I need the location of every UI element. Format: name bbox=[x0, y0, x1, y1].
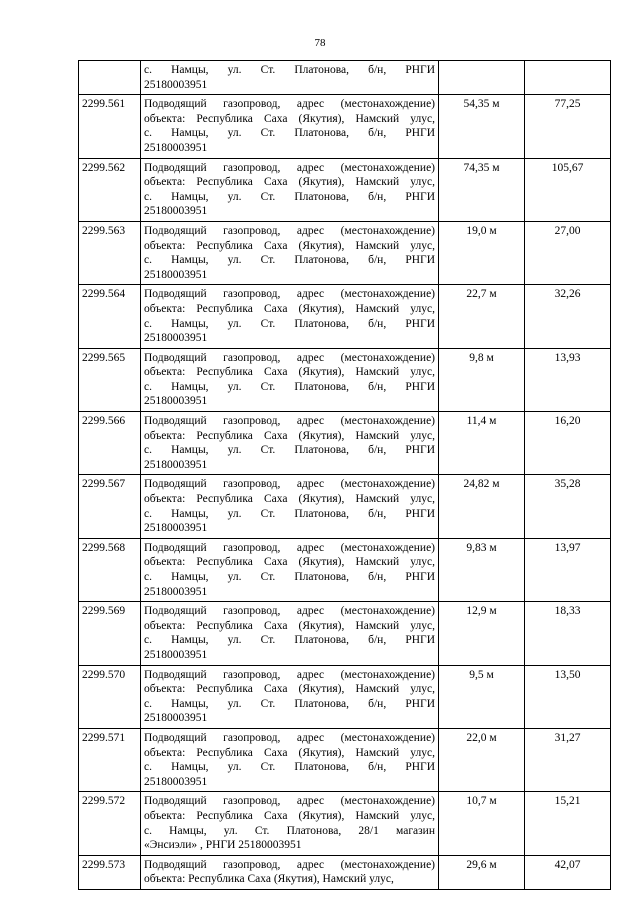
description-line: объекта: Республика Саха (Якутия), Намский улус, bbox=[144, 493, 435, 506]
value-cell: 105,67 bbox=[525, 158, 611, 221]
value-cell: 42,07 bbox=[525, 855, 611, 889]
description-line: Подводящий газопровод, адрес (местонахождение) bbox=[144, 731, 435, 744]
object-description-cell bbox=[141, 348, 439, 411]
description-line: с. Намцы, ул. Ст. Платонова, б/н, РНГИ bbox=[144, 127, 435, 140]
description-line: Подводящий газопровод, адрес (местонахождение) bbox=[144, 795, 435, 808]
object-description-cell bbox=[141, 475, 439, 538]
description-line: объекта: Республика Саха (Якутия), Намский улус, bbox=[144, 683, 435, 696]
item-number-cell bbox=[79, 61, 141, 95]
description-line: с. Намцы, ул. Ст. Платонова, б/н, РНГИ bbox=[144, 254, 435, 267]
object-description-cell bbox=[141, 412, 439, 475]
value-cell: 15,21 bbox=[525, 792, 611, 855]
description-line: объекта: Республика Саха (Якутия), Намский улус, bbox=[144, 429, 435, 442]
value-cell: 77,25 bbox=[525, 95, 611, 158]
value-cell: 27,00 bbox=[525, 221, 611, 284]
description-line: 25180003951 bbox=[144, 332, 208, 345]
description-line: объекта: Республика Саха (Якутия), Намский улус, bbox=[144, 176, 435, 189]
object-description-cell bbox=[141, 285, 439, 348]
description-line: Подводящий газопровод, адрес (местонахождение) bbox=[144, 288, 435, 301]
object-description-cell bbox=[141, 855, 439, 889]
object-description-cell bbox=[141, 538, 439, 601]
item-number-cell: 2299.573 bbox=[79, 855, 141, 889]
description-line: с. Намцы, ул. Ст. Платонова, б/н, РНГИ bbox=[144, 697, 435, 710]
description-line: с. Намцы, ул. Ст. Платонова, б/н, РНГИ bbox=[144, 64, 435, 76]
value-cell: 31,27 bbox=[525, 728, 611, 791]
length-cell: 24,82 м bbox=[439, 475, 525, 538]
description-line: объекта: Республика Саха (Якутия), Намский улус, bbox=[144, 746, 435, 759]
table-row bbox=[79, 665, 611, 728]
object-description-cell bbox=[141, 792, 439, 855]
description-line: с. Намцы, ул. Ст. Платонова, б/н, РНГИ bbox=[144, 380, 435, 393]
length-cell: 11,4 м bbox=[439, 412, 525, 475]
description-line: Подводящий газопровод, адрес (местонахождение) bbox=[144, 478, 435, 491]
description-line: 25180003951 bbox=[144, 775, 208, 788]
description-line: объекта: Республика Саха (Якутия), Намский улус, bbox=[144, 556, 435, 569]
description-line: Подводящий газопровод, адрес (местонахождение) bbox=[144, 161, 435, 174]
registry-table-body bbox=[79, 61, 611, 890]
item-number-cell: 2299.562 bbox=[79, 158, 141, 221]
item-number-cell: 2299.569 bbox=[79, 602, 141, 665]
property-registry-table bbox=[78, 60, 611, 890]
object-description-cell bbox=[141, 95, 439, 158]
object-description-cell bbox=[141, 221, 439, 284]
description-line: Подводящий газопровод, адрес (местонахождение) bbox=[144, 541, 435, 554]
table-row bbox=[79, 95, 611, 158]
length-cell bbox=[439, 61, 525, 95]
description-line: с. Намцы, ул. Ст. Платонова, б/н, РНГИ bbox=[144, 571, 435, 583]
item-number-cell: 2299.571 bbox=[79, 728, 141, 791]
table-row bbox=[79, 855, 611, 889]
table-row bbox=[79, 792, 611, 855]
value-cell: 18,33 bbox=[525, 602, 611, 665]
table-row bbox=[79, 158, 611, 221]
table-row bbox=[79, 221, 611, 284]
description-line: с. Намцы, ул. Ст. Платонова, б/н, РНГИ bbox=[144, 634, 435, 647]
description-line: 25180003951 bbox=[144, 522, 208, 535]
object-description-cell bbox=[141, 665, 439, 728]
length-cell: 54,35 м bbox=[439, 95, 525, 158]
object-description-cell bbox=[141, 158, 439, 221]
description-line: объекта: Республика Саха (Якутия), Намский улус, bbox=[144, 873, 394, 886]
item-number-cell: 2299.567 bbox=[79, 475, 141, 538]
description-line: с. Намцы, ул. Ст. Платонова, б/н, РНГИ bbox=[144, 444, 435, 457]
description-line: Подводящий газопровод, адрес (местонахождение) bbox=[144, 224, 435, 237]
length-cell: 9,8 м bbox=[439, 348, 525, 411]
description-line: Подводящий газопровод, адрес (местонахождение) bbox=[144, 415, 435, 428]
description-line: Подводящий газопровод, адрес (местонахождение) bbox=[144, 98, 435, 111]
item-number-cell: 2299.568 bbox=[79, 538, 141, 601]
description-line: Подводящий газопровод, адрес (местонахождение) bbox=[144, 858, 435, 871]
item-number-cell: 2299.566 bbox=[79, 412, 141, 475]
description-line: объекта: Республика Саха (Якутия), Намский улус, bbox=[144, 619, 435, 632]
value-cell: 13,93 bbox=[525, 348, 611, 411]
description-line: 25180003951 bbox=[144, 395, 208, 408]
description-line: 25180003951 bbox=[144, 141, 208, 154]
value-cell bbox=[525, 61, 611, 95]
length-cell: 29,6 м bbox=[439, 855, 525, 889]
description-line: с. Намцы, ул. Ст. Платонова, б/н, РНГИ bbox=[144, 190, 435, 203]
value-cell: 13,50 bbox=[525, 665, 611, 728]
description-line: объекта: Республика Саха (Якутия), Намский улус, bbox=[144, 302, 435, 315]
table-row bbox=[79, 538, 611, 601]
description-line: Подводящий газопровод, адрес (местонахождение) bbox=[144, 351, 435, 364]
table-row bbox=[79, 728, 611, 791]
description-line: объекта: Республика Саха (Якутия), Намский улус, bbox=[144, 239, 435, 252]
description-line: «Энсиэли» , РНГИ 25180003951 bbox=[144, 839, 302, 852]
length-cell: 9,83 м bbox=[439, 538, 525, 601]
length-cell: 19,0 м bbox=[439, 221, 525, 284]
object-description-cell bbox=[141, 728, 439, 791]
length-cell: 22,0 м bbox=[439, 728, 525, 791]
description-line: Подводящий газопровод, адрес (местонахождение) bbox=[144, 605, 435, 618]
table-row bbox=[79, 348, 611, 411]
length-cell: 22,7 м bbox=[439, 285, 525, 348]
description-line: с. Намцы, ул. Ст. Платонова, б/н, РНГИ bbox=[144, 507, 435, 520]
description-line: 25180003951 bbox=[144, 205, 208, 218]
table-row bbox=[79, 475, 611, 538]
table-row bbox=[79, 61, 611, 95]
item-number-cell: 2299.570 bbox=[79, 665, 141, 728]
description-line: 25180003951 bbox=[144, 78, 208, 91]
value-cell: 32,26 bbox=[525, 285, 611, 348]
description-line: объекта: Республика Саха (Якутия), Намский улус, bbox=[144, 809, 435, 822]
object-description-cell bbox=[141, 602, 439, 665]
table-row bbox=[79, 602, 611, 665]
description-line: 25180003951 bbox=[144, 268, 208, 281]
table-row bbox=[79, 285, 611, 348]
description-line: объекта: Республика Саха (Якутия), Намский улус, bbox=[144, 112, 435, 125]
description-line: 25180003951 bbox=[144, 648, 208, 661]
description-line: объекта: Республика Саха (Якутия), Намский улус, bbox=[144, 366, 435, 379]
item-number-cell: 2299.561 bbox=[79, 95, 141, 158]
item-number-cell: 2299.563 bbox=[79, 221, 141, 284]
value-cell: 35,28 bbox=[525, 475, 611, 538]
value-cell: 13,97 bbox=[525, 538, 611, 601]
description-line: с. Намцы, ул. Ст. Платонова, б/н, РНГИ bbox=[144, 761, 435, 774]
length-cell: 9,5 м bbox=[439, 665, 525, 728]
description-line: 25180003951 bbox=[144, 585, 208, 598]
table-row bbox=[79, 412, 611, 475]
description-line: с. Намцы, ул. Ст. Платонова, 28/1 магазин bbox=[144, 824, 435, 837]
length-cell: 10,7 м bbox=[439, 792, 525, 855]
description-line: Подводящий газопровод, адрес (местонахождение) bbox=[144, 668, 435, 681]
description-line: 25180003951 bbox=[144, 458, 208, 471]
length-cell: 74,35 м bbox=[439, 158, 525, 221]
value-cell: 16,20 bbox=[525, 412, 611, 475]
item-number-cell: 2299.565 bbox=[79, 348, 141, 411]
length-cell: 12,9 м bbox=[439, 602, 525, 665]
item-number-cell: 2299.564 bbox=[79, 285, 141, 348]
page-number: 78 bbox=[314, 37, 326, 49]
description-line: с. Намцы, ул. Ст. Платонова, б/н, РНГИ bbox=[144, 317, 435, 330]
object-description-cell bbox=[141, 61, 439, 95]
description-line: 25180003951 bbox=[144, 712, 208, 725]
item-number-cell: 2299.572 bbox=[79, 792, 141, 855]
